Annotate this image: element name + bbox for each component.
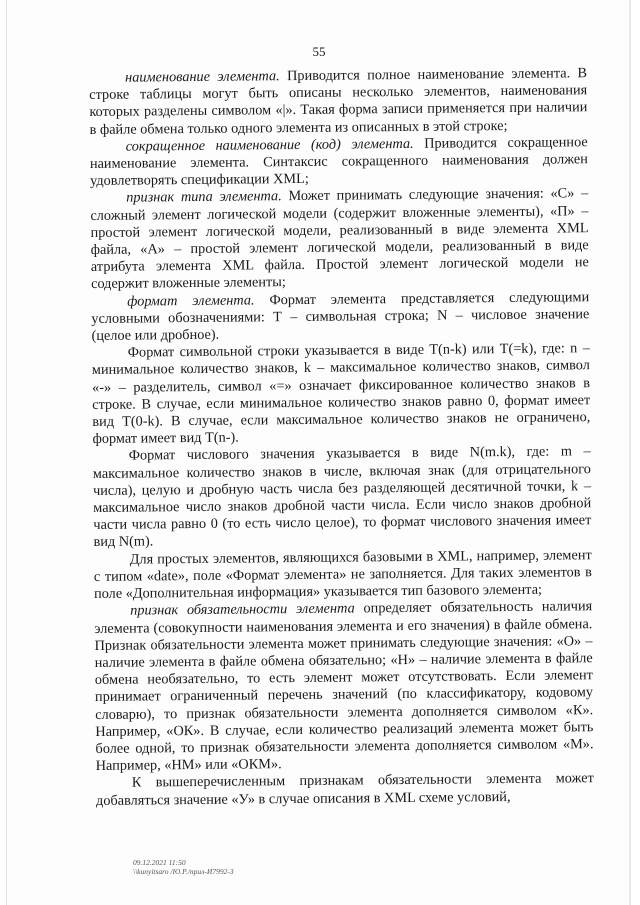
footer-stamp	[133, 858, 234, 876]
footer-path: \\kunyitsaro /Ю.Р./прил-И7992-3	[133, 867, 234, 876]
term-lead: признак обязательности элемента	[130, 600, 355, 619]
paragraph-text: определяет обязательность наличия элемента (совокупности наименования элемента и его значения) в файле обмена. Признак обязательности элемента может принимать следующие значения: «О» – наличие элемента в файле обмена обязательно; «Н» – наличие элемента в файле обмена необязательно, то есть элемент может отсутствовать. Если элемент принимает ограниченный перечень значений (по классификатору, кодовому словарю), то признак обязательности элемента дополняется символом «К». Например, «ОК». В случае, если количество реализаций элемента может быть более одной, то признак обязательности элемента дополняется символом «М». Например, «НМ» или «ОКМ».	[94, 598, 594, 775]
paragraph	[92, 340, 591, 448]
paragraph	[91, 289, 589, 345]
footer-timestamp: 09.12.2021 11:50	[133, 858, 186, 867]
paragraph-text: Может принимать следующие значения: «С» – сложный элемент логической модели (содержит вложенные элементы), «П» – простой элемент логической модели, реализованный в виде элемента XML файла, «А» – простой элемент логической модели, реализованный в виде атрибута элемента XML файла. Простой элемент логической модели не содержит вложенные элементы;	[90, 185, 589, 293]
paragraph-text: Для простых элементов, являющихся базовыми в XML, например, элемент с типом «date», поле «Формат элемента» не заполняется. Для таких элементов в поле «Дополнительная информация» указывается тип базового элемента;	[93, 546, 592, 603]
document-page	[6, 0, 631, 905]
paragraph	[90, 186, 589, 294]
term-lead: сокращенное наименование (код) элемента.	[125, 135, 414, 155]
paragraph	[90, 134, 588, 190]
page-number: 55	[312, 44, 326, 59]
term-lead: наименование элемента.	[124, 68, 280, 86]
paragraph	[93, 444, 592, 552]
paragraph-text: К вышеперечисленным признакам обязательности элемента может добавляться значение «У» в случае описания в XML схеме условий,	[95, 770, 594, 809]
paragraph	[94, 598, 594, 775]
paragraph-text: Формат элемента представляется следующими условными обозначениями: Т – символьная строка; N – числовое значение (целое или дробное).	[91, 288, 590, 345]
paragraph-text: Формат символьной строки указывается в виде Т(n-k) или Т(=k), где: n – минимальное количество знаков, k – максимальное количество знаков, символ «-» – разделитель, символ «=» означает фиксированное количество знаков в строке. В случае, если минимальное количество знаков равно 0, формат имеет вид Т(0-k). В случае, если максимальное количество знаков не ограничено, формат имеет вид Т(n-).	[91, 340, 591, 448]
page-edge	[629, 0, 631, 905]
term-lead: признак типа элемента.	[126, 188, 282, 207]
paragraph-text: Приводится полное наименование элемента. В строке таблицы могут быть описаны несколько элементов, наименования которых разделены символом «|». Такая форма записи применяется при наличии в файле обмена только одного элемента из описанных в этой строке;	[89, 65, 588, 138]
term-lead: формат элемента.	[127, 292, 255, 310]
body-text	[89, 65, 594, 809]
paragraph	[94, 547, 592, 603]
paragraph-text: Формат числового значения указывается в виде N(m.k), где: m – максимальное количество знаков в числе, включая знак (для отрицательного числа), целую и дробную часть числа без разделяющей десятичной точки, k – максимальное число знаков дробной части числа. Если число знаков дробной части числа равно 0 (то есть число целое), то формат числового значения имеет вид N(m).	[92, 443, 592, 551]
paragraph	[89, 65, 588, 139]
paragraph	[96, 771, 594, 810]
paragraph-text: Приводится сокращенное наименование элемента. Синтаксис сокращенного наименования должен удовлетворять спецификации XML;	[89, 134, 588, 190]
